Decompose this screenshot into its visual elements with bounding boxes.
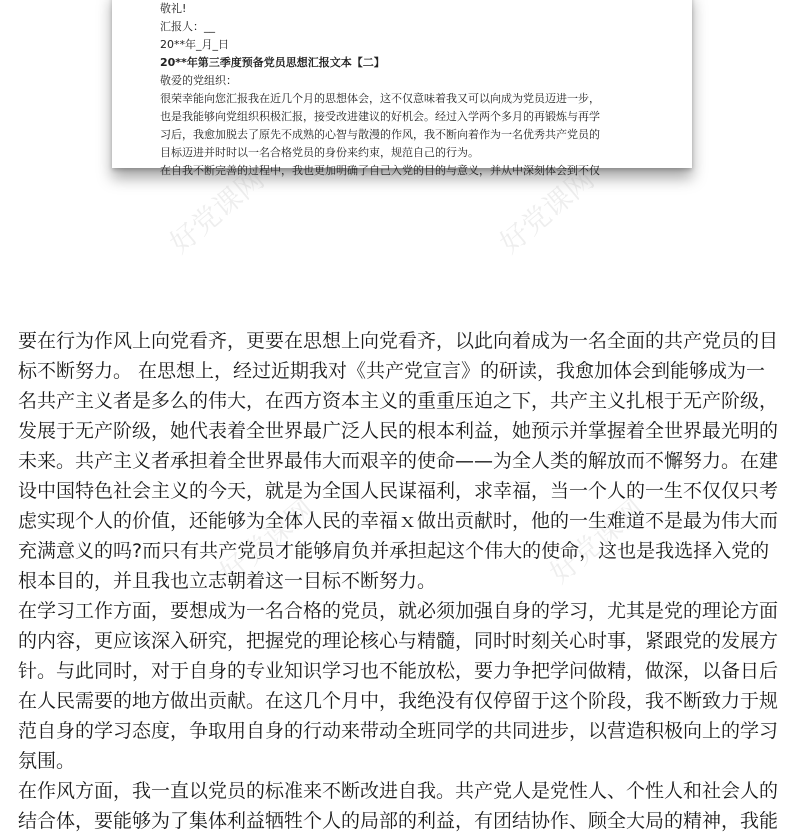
body-line: 根本目的，并且我也立志朝着这一目标不断努力。: [18, 570, 437, 592]
body-line: 在学习工作方面，要想成为一名合格的党员，就必须加强自身的学习，尤其是党的理论方面: [18, 600, 779, 622]
reporter-line: 汇报人：__: [160, 20, 215, 33]
body-line: 发展于无产阶级，她代表着全世界最广泛人民的根本利益，她预示并掌握着全世界最光明的: [18, 420, 779, 442]
body-line: 的内容，更应该深入研究，把握党的理论核心与精髓，同时时刻关心时事，紧跟党的发展方: [18, 630, 779, 652]
preview-paragraph-line: 很荣幸能向您汇报我在近几个月的思想体会，这不仅意味着我又可以向成为党员迈进一步，: [160, 92, 600, 105]
preview-area: [0, 0, 800, 300]
preview-content: [160, 0, 680, 180]
body-line: 范自身的学习态度，争取用自身的行动来带动全班同学的共同进步，以营造积极向上的学习: [18, 720, 779, 742]
document-body: [18, 326, 782, 836]
watermark: 好党课网: [213, 492, 321, 590]
preview-paragraph-line: 习后，我愈加脱去了原先不成熟的心智与散漫的作风，我不断向着作为一名优秀共产党员的: [160, 128, 600, 141]
body-line: 名共产主义者是多么的伟大，在西方资本主义的重重压迫之下，共产主义扎根于无产阶级，: [18, 390, 779, 412]
body-line: 要在行为作风上向党看齐，更要在思想上向党看齐，以此向着成为一名全面的共产党员的目: [18, 330, 779, 352]
date-line: 20**年_月_日: [160, 38, 229, 51]
preview-paragraph-line: 也是我能够向党组织积极汇报，接受改进建议的好机会。经过入学两个多月的再锻炼与再学: [160, 110, 600, 123]
body-line: 虑实现个人的价值，还能够为全体人民的幸福ｘ做出贡献时，他的一生难道不是最为伟大而: [18, 510, 779, 532]
body-line: 充满意义的吗?而只有共产党员才能够肩负并承担起这个伟大的使命，这也是我选择入党的: [18, 540, 770, 562]
watermark: 好党课网: [543, 492, 651, 590]
body-line: 在作风方面，我一直以党员的标准来不断改进自我。共产党人是党性人、个性人和社会人的: [18, 780, 779, 802]
body-line: 针。与此同时，对于自身的专业知识学习也不能放松，要力争把学问做精，做深，以备日后: [18, 660, 779, 682]
document-preview-card: [112, 0, 692, 177]
greeting-line: 敬礼!: [160, 2, 187, 15]
body-line: 结合体，要能够为了集体利益牺牲个人的局部的利益，有团结协作、顾全大局的精神，我能: [18, 810, 779, 832]
body-line: 设中国特色社会主义的今天，就是为全国人民谋福利，求幸福，当一个人的一生不仅仅只考: [18, 480, 779, 502]
body-line: 氛围。: [18, 750, 76, 772]
body-line: 未来。共产主义者承担着全世界最伟大而艰辛的使命——为全人类的解放而不懈努力。在建: [18, 450, 779, 472]
document-title: 20**年第三季度预备党员思想汇报文本【二】: [160, 56, 385, 69]
salutation: 敬爱的党组织：: [160, 74, 237, 87]
preview-paragraph-line: 目标迈进并时时以一名合格党员的身份来约束，规范自己的行为。: [160, 146, 479, 159]
body-line: 在人民需要的地方做出贡献。在这几个月中，我绝没有仅停留于这个阶段，我不断致力于规: [18, 690, 779, 712]
body-line: 标不断努力。 在思想上，经过近期我对《共产党宣言》的研读，我愈加体会到能够成为一: [18, 360, 766, 382]
preview-paragraph-line: 在自我不断完善的过程中，我也更加明确了自己入党的目的与意义，并从中深刻体会到不仅: [160, 164, 600, 177]
